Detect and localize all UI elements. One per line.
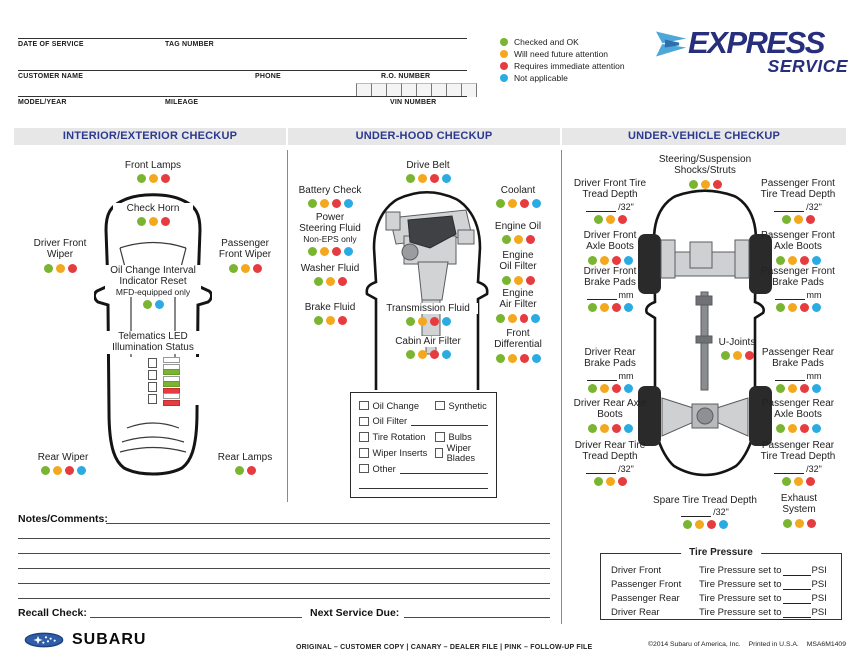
status-dot-g[interactable] [406, 317, 415, 326]
footer-copy-distribution: ORIGINAL – CUSTOMER COPY | CANARY – DEALER FILE | PINK – FOLLOW-UP FILE [296, 644, 593, 651]
checkpoint-front-lamps: Front Lamps [110, 160, 196, 183]
checkpoint-exhaust-system: Exhaust System [776, 493, 822, 528]
status-dot-b[interactable] [344, 199, 353, 208]
telematics-row [118, 381, 210, 393]
checkpoint-rear-wiper: Rear Wiper [28, 452, 98, 475]
status-dot-g[interactable] [588, 424, 597, 433]
oil-change-label: Oil Change [372, 400, 420, 411]
status-dot-g[interactable] [406, 174, 415, 183]
status-dot-g[interactable] [782, 477, 791, 486]
vin-comb-field[interactable] [356, 83, 477, 97]
express-logo-arrow-icon [656, 27, 688, 61]
service-row [359, 478, 488, 491]
notes-line[interactable] [18, 583, 550, 584]
write-in-line[interactable] [774, 464, 804, 474]
column-divider [287, 150, 288, 502]
status-dot-g[interactable] [588, 384, 597, 393]
next-service-due-label: Next Service Due: [310, 607, 400, 619]
service-row [359, 399, 488, 412]
status-dot-r[interactable] [500, 62, 508, 70]
status-dot-r[interactable] [612, 256, 621, 265]
recall-check-line[interactable] [90, 617, 302, 618]
bulbs-label: Bulbs [448, 432, 472, 443]
status-dot-b[interactable] [624, 384, 633, 393]
checkpoint-passenger-front-tire-tread: Passenger Front Tire Tread Depth /32" [756, 178, 840, 224]
column-divider [561, 150, 562, 624]
status-dot-y[interactable] [514, 235, 523, 244]
status-dot-b[interactable] [500, 74, 508, 82]
checkpoint-passenger-front-brake-pads: Passenger Front Brake Pads mm [761, 266, 835, 312]
checkpoint-engine-oil-filter: Engine Oil Filter [496, 250, 540, 285]
subaru-wordmark: SUBARU [72, 631, 147, 648]
telematics-checkbox[interactable] [148, 358, 158, 368]
status-dot-r[interactable] [800, 424, 809, 433]
status-dot-y[interactable] [418, 350, 427, 359]
telematics-led-rows [118, 357, 210, 405]
led-bar-green [163, 369, 180, 375]
notes-line[interactable] [106, 523, 550, 524]
checkpoint-driver-front-wiper: Driver Front Wiper [31, 238, 89, 273]
status-dot-y[interactable] [53, 466, 62, 475]
legend-item-future [500, 49, 608, 59]
status-dot-r[interactable] [332, 247, 341, 256]
tire-rotation-checkbox[interactable] [359, 432, 369, 442]
date-of-service-label: DATE OF SERVICE [18, 41, 84, 48]
subaru-logo-icon [24, 632, 64, 648]
status-dot-r[interactable] [161, 174, 170, 183]
checkpoint-driver-rear-axle-boots: Driver Rear Axle Boots [573, 398, 647, 433]
status-dot-g[interactable] [588, 256, 597, 265]
status-dot-r[interactable] [612, 303, 621, 312]
write-in-line[interactable] [586, 202, 616, 212]
led-status-icon [163, 393, 180, 406]
legend-label: Will need future attention [514, 49, 609, 59]
status-dot-g[interactable] [44, 264, 53, 273]
status-dot-b[interactable] [624, 424, 633, 433]
next-service-due-line[interactable] [404, 617, 550, 618]
telematics-row [118, 393, 210, 405]
notes-comments-label: Notes/Comments: [18, 513, 108, 525]
status-dot-b[interactable] [77, 466, 86, 475]
status-dot-g[interactable] [314, 277, 323, 286]
status-dot-r[interactable] [253, 264, 262, 273]
status-dot-b[interactable] [812, 256, 821, 265]
status-dot-g[interactable] [594, 215, 603, 224]
oil-change-checkbox[interactable] [359, 401, 369, 411]
legend-dot-yellow [500, 50, 508, 58]
status-dot-b[interactable] [531, 314, 540, 323]
checkpoint-washer-fluid: Washer Fluid [290, 263, 370, 286]
write-in-line[interactable] [783, 594, 811, 604]
checkpoint-driver-front-brake-pads: Driver Front Brake Pads mm [573, 266, 647, 312]
legend-item-na [500, 73, 568, 83]
service-row [359, 442, 488, 463]
legend-label: Requires immediate attention [514, 61, 625, 71]
service-row [359, 415, 488, 428]
status-dot-g[interactable] [776, 256, 785, 265]
wiper-blades-checkbox[interactable] [435, 448, 443, 458]
engine-bay-diagram [360, 190, 494, 390]
checkpoint-passenger-rear-axle-boots: Passenger Rear Axle Boots [761, 398, 835, 433]
write-in-line[interactable] [775, 290, 805, 300]
service-row [359, 431, 488, 444]
customer-name-label: CUSTOMER NAME [18, 73, 84, 80]
status-dot-y[interactable] [320, 199, 329, 208]
status-dot-g[interactable] [235, 466, 244, 475]
status-dot-g[interactable] [782, 215, 791, 224]
status-dot-g[interactable] [594, 477, 603, 486]
legend-label: Checked and OK [514, 37, 579, 47]
status-dot-g[interactable] [689, 180, 698, 189]
recall-check-label: Recall Check: [18, 607, 87, 619]
write-in-line[interactable] [775, 371, 805, 381]
notes-line[interactable] [18, 598, 550, 599]
synthetic-label: Synthetic [448, 400, 487, 411]
checkpoint-passenger-rear-brake-pads: Passenger Rear Brake Pads mm [759, 347, 837, 393]
checkpoint-u-joints: U-Joints [712, 337, 762, 360]
status-dot-b[interactable] [812, 303, 821, 312]
status-dot-y[interactable] [795, 519, 804, 528]
status-dot-y[interactable] [794, 215, 803, 224]
checkpoint-passenger-front-axle-boots: Passenger Front Axle Boots [761, 230, 835, 265]
checkpoint-battery-check: Battery Check [290, 185, 370, 208]
phone-label: PHONE [255, 73, 281, 80]
write-in-line[interactable] [783, 566, 811, 576]
notes-line[interactable] [18, 553, 550, 554]
status-dot-y[interactable] [326, 277, 335, 286]
checkpoint-driver-rear-tire-tread: Driver Rear Tire Tread Depth /32" [568, 440, 652, 486]
subaru-logo [24, 631, 146, 649]
legend-dot-red [500, 62, 508, 70]
telematics-row [118, 369, 210, 381]
telematics-checkbox[interactable] [148, 382, 158, 392]
status-dot-g[interactable] [783, 519, 792, 528]
status-dot-b[interactable] [532, 199, 541, 208]
telematics-checkbox[interactable] [148, 394, 158, 404]
write-in-line[interactable] [400, 464, 488, 474]
notes-line[interactable] [18, 568, 550, 569]
tag-number-label: TAG NUMBER [165, 41, 214, 48]
wiper-inserts-label: Wiper Inserts [372, 447, 428, 458]
status-dot-r[interactable] [806, 215, 815, 224]
status-dot-y[interactable] [600, 424, 609, 433]
status-dot-y[interactable] [606, 477, 615, 486]
vin-number-label: VIN NUMBER [390, 99, 437, 106]
write-in-line[interactable] [774, 202, 804, 212]
telematics-led-title: Telematics LED Illumination Status [105, 331, 201, 354]
status-dot-b[interactable] [532, 354, 541, 363]
status-dot-r[interactable] [338, 277, 347, 286]
status-dot-r[interactable] [526, 235, 535, 244]
status-dot-y[interactable] [514, 276, 523, 285]
status-dot-y[interactable] [500, 50, 508, 58]
tire-pressure-title: Tire Pressure [681, 547, 761, 558]
status-dot-b[interactable] [442, 350, 451, 359]
status-dot-r[interactable] [618, 477, 627, 486]
write-in-line[interactable] [586, 464, 616, 474]
status-dot-g[interactable] [588, 303, 597, 312]
logo-express-text: EXPRESS [688, 25, 824, 60]
status-dot-y[interactable] [320, 247, 329, 256]
status-dot-g[interactable] [776, 303, 785, 312]
status-dot-g[interactable] [502, 276, 511, 285]
status-dot-g[interactable] [41, 466, 50, 475]
notes-line[interactable] [18, 538, 550, 539]
status-dot-r[interactable] [800, 303, 809, 312]
logo-service-text: SERVICE [767, 56, 848, 76]
status-dot-g[interactable] [308, 247, 317, 256]
status-dot-r[interactable] [612, 384, 621, 393]
status-dot-b[interactable] [812, 384, 821, 393]
legend-dot-green [500, 38, 508, 46]
status-dot-g[interactable] [496, 199, 505, 208]
led-bar-red [163, 400, 180, 406]
status-dot-g[interactable] [496, 354, 505, 363]
status-dot-y[interactable] [606, 215, 615, 224]
status-dot-y[interactable] [241, 264, 250, 273]
checkpoint-transmission-fluid: Transmission Fluid [378, 303, 478, 326]
status-dot-y[interactable] [733, 351, 742, 360]
status-dot-r[interactable] [800, 384, 809, 393]
status-dot-g[interactable] [314, 316, 323, 325]
synthetic-checkbox[interactable] [435, 401, 445, 411]
express-service-logo [656, 27, 848, 76]
oil-filter-label: Oil Filter [372, 416, 408, 427]
other-checkbox[interactable] [359, 464, 369, 474]
oil-filter-checkbox[interactable] [359, 417, 369, 427]
tire-pressure-row: Passenger Rear Tire Pressure set to PSI [611, 593, 827, 604]
status-dot-r[interactable] [520, 354, 529, 363]
status-dot-g[interactable] [683, 520, 692, 529]
status-dot-b[interactable] [624, 256, 633, 265]
legend-label: Not applicable [514, 73, 568, 83]
status-dot-g[interactable] [406, 350, 415, 359]
status-dot-r[interactable] [161, 217, 170, 226]
checkpoint-cabin-air-filter: Cabin Air Filter [382, 336, 474, 359]
status-dot-r[interactable] [807, 519, 816, 528]
status-dot-b[interactable] [442, 317, 451, 326]
status-dot-g[interactable] [500, 38, 508, 46]
checkpoint-brake-fluid: Brake Fluid [290, 302, 370, 325]
status-dot-y[interactable] [788, 303, 797, 312]
checkpoint-power-steering-fluid: Power Steering Fluid Non-EPS only [298, 212, 362, 256]
status-dot-y[interactable] [149, 174, 158, 183]
status-dot-r[interactable] [430, 350, 439, 359]
status-dot-g[interactable] [496, 314, 505, 323]
footer-copyright: ©2014 Subaru of America, Inc. [648, 641, 741, 648]
legend-dot-blue [500, 74, 508, 82]
status-dot-y[interactable] [788, 384, 797, 393]
status-dot-r[interactable] [618, 215, 627, 224]
status-dot-r[interactable] [520, 314, 529, 323]
status-dot-y[interactable] [600, 303, 609, 312]
status-dot-g[interactable] [229, 264, 238, 273]
status-dot-r[interactable] [707, 520, 716, 529]
status-dot-r[interactable] [338, 316, 347, 325]
status-dot-r[interactable] [745, 351, 754, 360]
field-line[interactable] [18, 96, 467, 97]
status-dot-r[interactable] [430, 317, 439, 326]
status-dot-g[interactable] [143, 300, 152, 309]
status-dot-r[interactable] [247, 466, 256, 475]
other-label: Other [372, 463, 396, 474]
status-dot-b[interactable] [344, 247, 353, 256]
checkpoint-driver-front-axle-boots: Driver Front Axle Boots [573, 230, 647, 265]
status-dot-g[interactable] [721, 351, 730, 360]
write-in-line[interactable] [783, 608, 811, 618]
footer-form-code: MSA6M1409 [806, 641, 846, 648]
checkpoint-rear-lamps: Rear Lamps [210, 452, 280, 475]
status-dot-y[interactable] [794, 477, 803, 486]
status-dot-r[interactable] [713, 180, 722, 189]
write-in-line[interactable] [411, 416, 488, 426]
checkpoint-spare-tire-tread: Spare Tire Tread Depth /32" [630, 495, 780, 529]
status-dot-g[interactable] [137, 174, 146, 183]
mileage-label: MILEAGE [165, 99, 199, 106]
status-dot-g[interactable] [776, 424, 785, 433]
status-dot-r[interactable] [520, 199, 529, 208]
status-dot-y[interactable] [149, 217, 158, 226]
status-dot-b[interactable] [812, 424, 821, 433]
footer-legal [648, 641, 846, 648]
write-in-line[interactable] [587, 371, 617, 381]
section-header-under-vehicle: UNDER-VEHICLE CHECKUP [562, 128, 846, 145]
wiper-blades-label: Wiper Blades [446, 442, 476, 463]
legend-item-immediate [500, 61, 625, 71]
checkpoint-drive-belt: Drive Belt [385, 160, 471, 183]
checkpoint-engine-air-filter: Engine Air Filter [496, 288, 540, 323]
status-dot-y[interactable] [701, 180, 710, 189]
status-dot-g[interactable] [137, 217, 146, 226]
status-dot-g[interactable] [502, 235, 511, 244]
ro-number-label: R.O. NUMBER [381, 73, 431, 80]
write-in-line[interactable] [359, 479, 488, 489]
section-header-interior: INTERIOR/EXTERIOR CHECKUP [14, 128, 286, 145]
status-dot-y[interactable] [56, 264, 65, 273]
checkpoint-front-differential: Front Differential [490, 328, 546, 363]
status-dot-b[interactable] [719, 520, 728, 529]
checkpoint-check-horn: Check Horn [113, 203, 193, 226]
checkpoint-driver-rear-brake-pads: Driver Rear Brake Pads mm [571, 347, 649, 393]
field-line[interactable] [18, 70, 467, 71]
status-dot-r[interactable] [612, 424, 621, 433]
legend-item-ok [500, 37, 579, 47]
checkpoint-passenger-rear-tire-tread: Passenger Rear Tire Tread Depth /32" [756, 440, 840, 486]
status-dot-b[interactable] [155, 300, 164, 309]
status-dot-y[interactable] [508, 199, 517, 208]
led-bar-green [163, 381, 180, 387]
status-dot-g[interactable] [308, 199, 317, 208]
model-year-label: MODEL/YEAR [18, 99, 67, 106]
checkpoint-engine-oil: Engine Oil [480, 221, 556, 244]
status-dot-g[interactable] [776, 384, 785, 393]
status-dot-r[interactable] [65, 466, 74, 475]
checkpoint-coolant: Coolant [480, 185, 556, 208]
status-dot-y[interactable] [508, 354, 517, 363]
status-dot-b[interactable] [624, 303, 633, 312]
checkpoint-steering-suspension: Steering/Suspension Shocks/Struts [650, 154, 760, 189]
status-dot-r[interactable] [800, 256, 809, 265]
status-dot-b[interactable] [442, 174, 451, 183]
status-dot-r[interactable] [68, 264, 77, 273]
telematics-row [118, 357, 210, 369]
status-dot-r[interactable] [332, 199, 341, 208]
status-dot-y[interactable] [695, 520, 704, 529]
checkpoint-passenger-front-wiper: Passenger Front Wiper [216, 238, 274, 273]
status-dot-y[interactable] [788, 424, 797, 433]
status-dot-r[interactable] [806, 477, 815, 486]
status-dot-y[interactable] [600, 256, 609, 265]
telematics-checkbox[interactable] [148, 370, 158, 380]
led-bar-off [163, 393, 180, 399]
status-dot-y[interactable] [508, 314, 517, 323]
tire-pressure-box [600, 547, 842, 620]
section-header-under-hood: UNDER-HOOD CHECKUP [288, 128, 560, 145]
checkpoint-oil-change-interval-reset: Oil Change Interval Indicator Reset MFD-equipped only [105, 265, 201, 309]
write-in-line[interactable] [587, 290, 617, 300]
footer-printed: Printed in U.S.A. [748, 641, 799, 648]
status-dot-y[interactable] [788, 256, 797, 265]
write-in-line[interactable] [681, 507, 711, 517]
tire-pressure-row: Driver Rear Tire Pressure set to PSI [611, 607, 827, 618]
status-dot-y[interactable] [418, 317, 427, 326]
status-dot-r[interactable] [430, 174, 439, 183]
tire-pressure-row: Passenger Front Tire Pressure set to PSI [611, 579, 827, 590]
status-dot-y[interactable] [326, 316, 335, 325]
status-dot-y[interactable] [600, 384, 609, 393]
tire-pressure-row: Driver Front Tire Pressure set to PSI [611, 565, 827, 576]
service-performed-box [350, 392, 497, 498]
write-in-line[interactable] [783, 580, 811, 590]
led-bar-off [163, 357, 180, 363]
field-line[interactable] [18, 38, 467, 39]
bulbs-checkbox[interactable] [435, 432, 445, 442]
tire-rotation-label: Tire Rotation [372, 432, 426, 443]
service-row [359, 462, 488, 475]
status-dot-y[interactable] [418, 174, 427, 183]
checkpoint-driver-front-tire-tread: Driver Front Tire Tread Depth /32" [568, 178, 652, 224]
status-dot-r[interactable] [526, 276, 535, 285]
wiper-inserts-checkbox[interactable] [359, 448, 369, 458]
